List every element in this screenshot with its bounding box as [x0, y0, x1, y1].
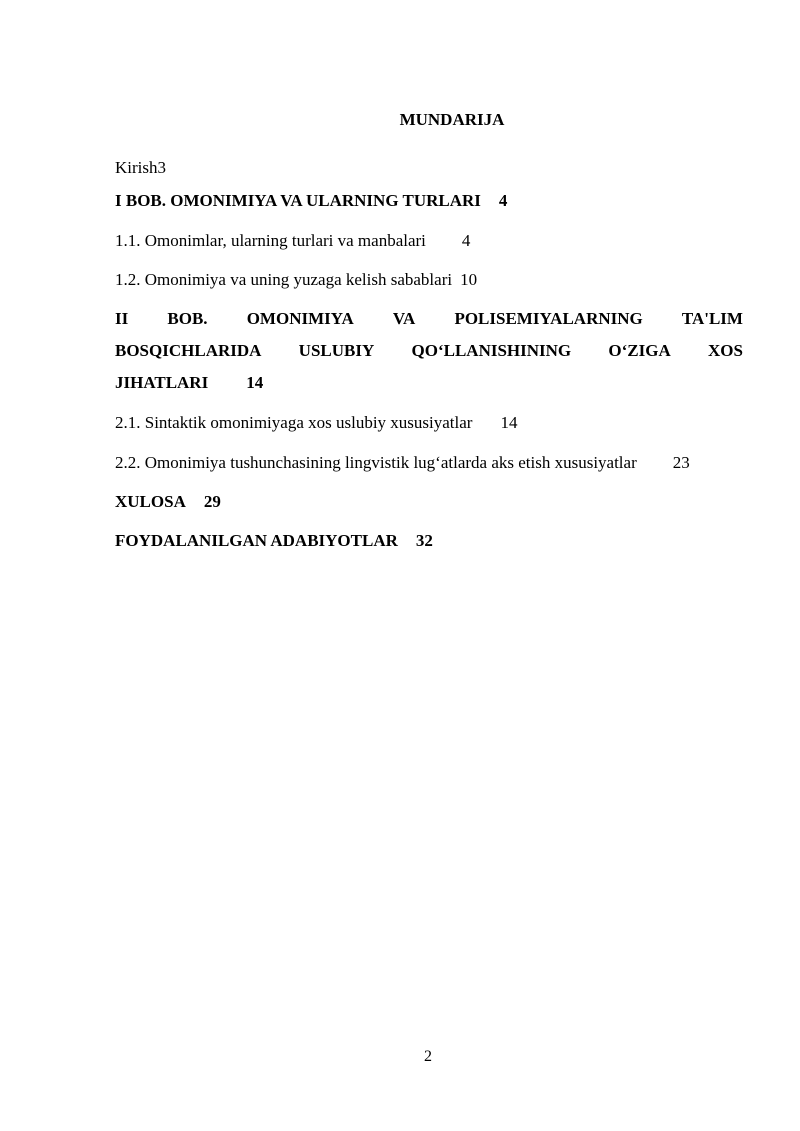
toc-entry-references [115, 529, 433, 553]
toc-entry-label: 2.1. Sintaktik omonimiyaga xos uslubiy xususiyatlar [115, 413, 473, 432]
toc-entry-line [115, 303, 743, 335]
toc-entry-section-1-2 [115, 268, 477, 292]
toc-word: BOSQICHLARIDA [115, 341, 262, 360]
toc-word: OMONIMIYA [246, 309, 354, 328]
toc-title: MUNDARIJA [399, 110, 505, 129]
toc-entry-line [115, 335, 743, 367]
toc-entry-page: 23 [672, 453, 690, 472]
toc-entry-chapter-2 [115, 303, 743, 399]
toc-word: USLUBIY [298, 341, 375, 360]
toc-word: POLISEMIYALARNING [454, 309, 643, 328]
toc-entry-page: 4 [498, 191, 508, 210]
toc-entry-chapter-1 [115, 189, 507, 213]
toc-word: TA'LIM [681, 309, 743, 328]
toc-entry-page: 10 [460, 270, 478, 289]
page-number: 2 [424, 1048, 432, 1065]
toc-entry-line [115, 367, 743, 399]
toc-entry-label: JIHATLARI [115, 373, 209, 392]
toc-entry-label: I BOB. OMONIMIYA VA ULARNING TURLARI [115, 191, 481, 210]
toc-word: BOB. [167, 309, 208, 328]
toc-entry-label: 1.1. Omonimlar, ularning turlari va manbalari [115, 231, 426, 250]
toc-entry-label: Kirish [115, 158, 158, 177]
toc-entry-section-1-1 [115, 229, 470, 253]
toc-entry-conclusion [115, 490, 221, 514]
toc-word: VA [392, 309, 416, 328]
toc-word: II [115, 309, 129, 328]
toc-entry-page: 29 [203, 492, 221, 511]
toc-word: O‘ZIGA [608, 341, 671, 360]
toc-word: QO‘LLANISHINING [411, 341, 572, 360]
toc-entry-page: 32 [415, 531, 433, 550]
toc-entry-page: 3 [157, 158, 166, 177]
toc-entry-page: 4 [461, 231, 471, 250]
toc-entry-section-2-2 [115, 451, 690, 475]
toc-entry-kirish [115, 156, 166, 180]
toc-entry-label: 2.2. Omonimiya tushunchasining lingvistik lug‘atlarda aks etish xususiyatlar [115, 453, 637, 472]
toc-entry-page: 14 [500, 413, 518, 432]
toc-entry-label: FOYDALANILGAN ADABIYOTLAR [115, 531, 398, 550]
toc-entry-label: 1.2. Omonimiya va uning yuzaga kelish sabablari [115, 270, 453, 289]
toc-entry-label: XULOSA [115, 492, 186, 511]
toc-entry-section-2-1 [115, 411, 517, 435]
toc-entry-page: 14 [246, 373, 264, 392]
toc-word: XOS [708, 341, 743, 360]
